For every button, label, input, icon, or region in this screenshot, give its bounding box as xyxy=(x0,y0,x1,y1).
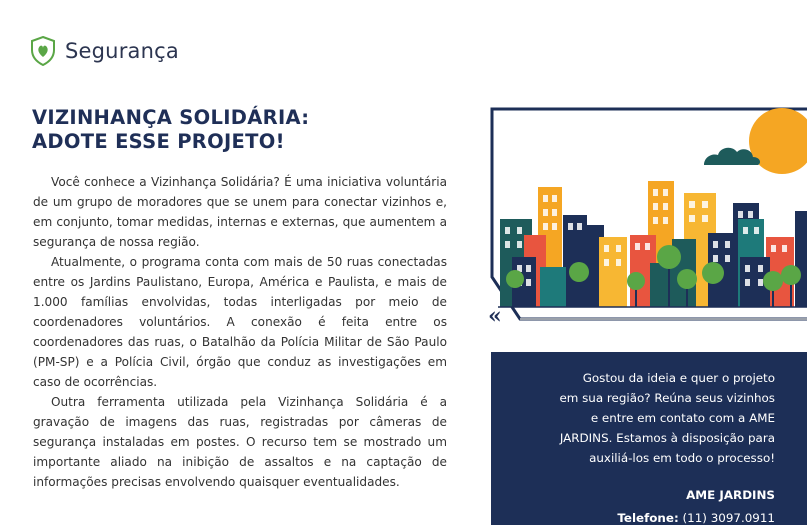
callout-line-2: em sua região? Reúna seus vizinhos xyxy=(559,391,775,405)
callout-line-3: e entre em contato com a AME xyxy=(590,411,775,425)
callout-line-1: Gostou da ideia e quer o projeto xyxy=(582,371,775,385)
previous-arrow-button[interactable]: « xyxy=(488,303,502,329)
section-header xyxy=(30,36,179,66)
callout-phone xyxy=(511,508,775,525)
article-paragraph-3: Outra ferramenta utilizada pela Vizinhança Solidária é a gravação de imagens das ruas, registradas por câmeras de segurança instaladas em postes. O recurso tem se mostrado um importante aliado na inibição de assaltos e na captação de informações precisas envolvendo quaisquer eventualidades. xyxy=(33,395,447,489)
callout-text xyxy=(511,368,775,468)
city-skyline-illustration xyxy=(490,107,807,324)
shield-leaf-icon xyxy=(30,36,56,66)
contact-callout xyxy=(491,352,807,525)
section-title: Segurança xyxy=(65,39,179,63)
article-headline xyxy=(32,106,452,154)
article-paragraph-2: Atualmente, o programa conta com mais de 50 ruas conectadas entre os Jardins Paulistano, Europa, América e Paulista, e mais de 1.000 famílias envolvidas, todas interligadas por meio de coordenadores voluntários. A conexão é feita entre os coordenadores das ruas, o Batalhão da Polícia Militar de São Paulo (PM-SP) e a Polícia Civil, órgão que conduz as investigações em caso de ocorrências. xyxy=(33,255,447,389)
phone-label: Telefone: xyxy=(617,511,679,525)
article-paragraph-1: Você conhece a Vizinhança Solidária? É uma iniciativa voluntária de um grupo de moradores que se unem para conectar vizinhos e, em conjunto, tomar medidas, internas e externas, que aumentem a segurança de nossa região. xyxy=(33,175,447,249)
phone-number: (11) 3097.0911 xyxy=(682,511,775,525)
article-body xyxy=(33,172,447,492)
callout-line-5: auxiliá-los em todo o processo! xyxy=(589,451,775,465)
callout-company: AME JARDINS xyxy=(686,488,775,502)
headline-line-2: ADOTE ESSE PROJETO! xyxy=(32,130,285,153)
callout-line-4: JARDINS. Estamos à disposição para xyxy=(559,431,775,445)
headline-line-1: VIZINHANÇA SOLIDÁRIA: xyxy=(32,106,310,129)
